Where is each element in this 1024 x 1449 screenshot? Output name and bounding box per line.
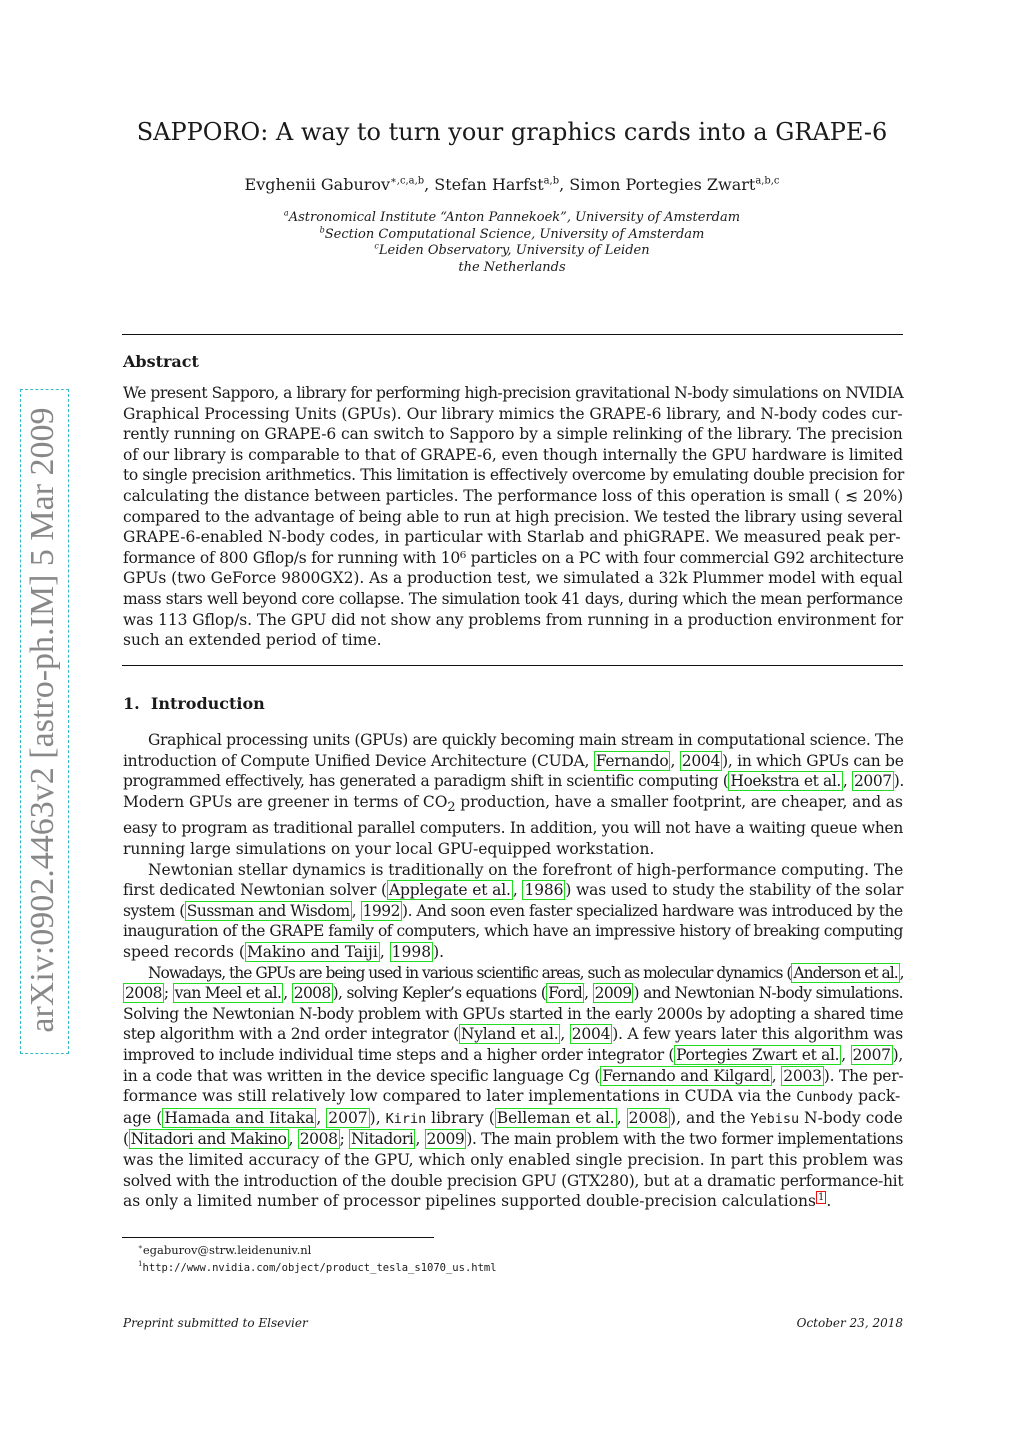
citation-link[interactable]: 2007 <box>852 1046 891 1064</box>
citation-link[interactable]: Sussman and Wisdom <box>186 901 350 920</box>
text-run: formance was still relatively low compared to later implementations in CUDA via the <box>123 1087 797 1106</box>
footnote-mark: 1 <box>138 1259 143 1269</box>
affiliation-mark: b <box>319 225 325 235</box>
author-name: Simon Portegies Zwart <box>569 175 756 194</box>
text-line: Nowadays, the GPUs are being used in various scientific areas, such as molecular dynamics ( Anderson et al. , <box>148 963 904 982</box>
text-run: introduction of Compute Unified Device Architecture (CUDA, <box>123 751 594 770</box>
section-heading <box>123 694 265 713</box>
text-line: Newtonian stellar dynamics is traditionally on the forefront of high-performance computing. The <box>148 860 904 879</box>
text-line <box>123 1191 903 1212</box>
citation-link[interactable]: 2009 <box>426 1130 465 1149</box>
text-line: inauguration of the GRAPE family of computers, which have an impressive history of breaking computing <box>123 922 903 941</box>
affiliation-mark: c <box>374 241 379 251</box>
text-line: improved to include individual time steps and a higher order integrator ( Portegies Zwart et al. , 2007 ), <box>123 1046 904 1064</box>
text-run: ). <box>433 943 445 962</box>
abstract-line: such an extended period of time. <box>123 631 382 650</box>
text-run: ). <box>893 772 904 791</box>
citation-link[interactable]: 2003 <box>783 1066 822 1085</box>
footnote-link[interactable]: 1 <box>817 1192 825 1203</box>
text-run: speed records ( <box>123 943 245 962</box>
affiliation <box>0 227 1024 244</box>
arxiv-stamp[interactable]: arXiv:0902.4463v2 [astro-ph.IM] 5 Mar 2009 <box>24 407 61 1033</box>
text-line: easy to program as traditional parallel computers. In addition, you will not have a waiting queue when <box>123 819 904 838</box>
footnote-email: egaburov@strw.leidenuniv.nl <box>142 1243 312 1257</box>
code-name: Cunbody <box>796 1089 854 1106</box>
citation-link[interactable]: 1998 <box>391 943 432 962</box>
footnote-url: http://www.nvidia.com/object/product_tesla_s1070_us.html <box>142 1262 497 1274</box>
affiliation <box>0 260 1024 277</box>
citation-link[interactable]: 1986 <box>524 881 564 900</box>
text-line: 2008 ; van Meel et al. , 2008 ), solving Kepler’s equations ( Ford , 2009 ) and Newtonian N-body simulations. <box>125 984 903 1003</box>
affiliation-text: Leiden Observatory, University of Leiden <box>378 243 650 258</box>
text-line: step algorithm with a 2nd order integrator ( Nyland et al. , 2004 ). A few years later this algorithm was <box>123 1025 903 1044</box>
abstract-top-rule <box>122 334 903 335</box>
author-name: Stefan Harfst <box>434 175 544 194</box>
citation-link[interactable]: van Meel et al. <box>174 984 282 1003</box>
abstract-line: was 113 Gflop/s. The GPU did not show any problems from running in a production environment for <box>123 610 904 629</box>
paper-title: SAPPORO: A way to turn your graphics cards into a GRAPE-6 <box>136 118 888 146</box>
text-run: pack- <box>853 1087 901 1106</box>
abstract-line: We present Sapporo, a library for performing high-precision gravitational N-body simulations on NVIDIA <box>123 384 904 402</box>
section-number: 1. <box>123 694 140 713</box>
text-run: step algorithm with a 2nd order integrator ( <box>123 1025 459 1044</box>
footnote-mark: ∗ <box>138 1242 143 1252</box>
code-name: Yebisu <box>750 1110 800 1127</box>
text-run: ). A few years later this algorithm was <box>612 1025 903 1044</box>
text-run: improved to include individual time steps and a higher order integrator ( <box>123 1046 675 1064</box>
footer-date: October 23, 2018 <box>796 1316 903 1330</box>
footnote-rule <box>122 1237 434 1238</box>
citation-link[interactable]: 2004 <box>681 751 721 770</box>
text-line: solved with the introduction of the double precision GPU (GTX280), but at a dramatic performance-hit <box>123 1171 904 1190</box>
text-line: running large simulations on your local GPU-equipped workstation. <box>123 840 655 859</box>
affiliation <box>0 243 1024 260</box>
citation-link[interactable]: Hoekstra et al. <box>730 772 841 791</box>
citation-link[interactable]: Makino and Taiji <box>246 943 378 962</box>
abstract-line: GRAPE-6-enabled N-body codes, in particular with Starlab and phiGRAPE. We measured peak per- <box>123 528 901 547</box>
text-line: Solving the Newtonian N-body problem with GPUs started in the early 2000s by adopting a shared time <box>123 1004 904 1023</box>
author-list: Evghenii Gaburov$^{∗,c,a,b}$, Stefan Harfst$^{a,b}$, Simon Portegies Zwart$^{a,b,c}$ <box>244 175 780 194</box>
citation-link[interactable]: Nyland et al. <box>460 1025 559 1044</box>
text-run: ). The per- <box>823 1066 904 1085</box>
text-run: Modern GPUs are greener in terms of CO <box>123 792 448 811</box>
abstract-line: Graphical Processing Units (GPUs). Our library mimics the GRAPE-6 library, and N-body codes cur- <box>123 404 903 423</box>
author-name: Evghenii Gaburov <box>244 175 391 194</box>
subscript: 2 <box>447 799 456 815</box>
citation-link[interactable]: 1992 <box>362 901 401 920</box>
text-run: system ( <box>123 901 185 920</box>
text-run: Nowadays, the GPUs are being used in various scientific areas, such as molecular dynamics ( <box>148 963 792 982</box>
abstract-body <box>123 383 903 651</box>
citation-link[interactable]: Fernando and Kilgard <box>602 1066 770 1085</box>
footnote <box>138 1242 311 1258</box>
text-run: ( <box>123 1130 129 1149</box>
text-line: was the limited accuracy of the GPU, which only enabled single precision. In part this problem was <box>123 1150 904 1169</box>
citation-link[interactable]: 2008 <box>293 984 331 1003</box>
text-line: ( Nitadori and Makino , 2008 ; Nitadori , 2009 ). The main problem with the two former implementations <box>123 1130 903 1149</box>
abstract-line: compared to the advantage of being able to run at high precision. We tested the library using several <box>123 507 903 526</box>
abstract-bottom-rule <box>122 665 903 666</box>
citation-link[interactable]: 2007 <box>328 1108 368 1127</box>
affiliation-mark: a <box>283 208 289 218</box>
text-run: ), and the <box>670 1108 751 1127</box>
footnote <box>138 1259 497 1276</box>
text-run: in a code that was written in the device specific language Cg ( <box>123 1066 601 1085</box>
footer-preprint: Preprint submitted to Elsevier <box>123 1316 308 1330</box>
abstract-heading: Abstract <box>123 352 199 371</box>
text-run: ) and Newtonian N-body simulations. <box>633 984 903 1003</box>
citation-link[interactable]: 2008 <box>628 1108 669 1127</box>
abstract-line: formance of 800 Gflop/s for running with 10⁶ particles on a PC with four commercial G92 architecture <box>123 548 904 567</box>
affiliation <box>0 210 1024 227</box>
text-run: age ( <box>123 1108 163 1127</box>
text-run: ), in which GPUs can be <box>722 751 904 770</box>
intro-body <box>123 730 903 1212</box>
abstract-line: mass stars well beyond core collapse. The simulation took 41 days, during which the mean performance <box>123 589 903 608</box>
citation-link[interactable]: Fernando <box>595 751 669 770</box>
affiliation-list <box>0 210 1024 276</box>
text-line: age ( Hamada and Iitaka , 2007 ), Kirin library ( Belleman et al. , 2008 ), and the Yebisu N-body code <box>123 1108 903 1127</box>
author-affil-mark: a,b <box>543 175 560 187</box>
text-line <box>123 1086 903 1108</box>
citation-link[interactable]: Belleman et al. <box>496 1108 615 1127</box>
text-line: Graphical processing units (GPUs) are quickly becoming main stream in computational science. The <box>148 731 904 749</box>
abstract-line: to single precision arithmetics. This limitation is effectively overcome by emulating double precision for <box>123 466 904 485</box>
text-run: ) was used to study the stability of the solar <box>565 881 904 900</box>
citation-link[interactable]: Hamada and Iitaka <box>164 1108 315 1127</box>
affiliation-text: Section Computational Science, University of Amsterdam <box>324 226 705 242</box>
citation-link[interactable]: 2007 <box>853 772 892 791</box>
text-run: ), <box>369 1108 386 1127</box>
text-run: as only a limited number of processor pipelines supported double-precision calculations <box>123 1192 816 1211</box>
affiliation-text: Astronomical Institute “Anton Pannekoek”, University of Amsterdam <box>288 210 741 225</box>
text-run: library ( <box>426 1108 495 1127</box>
author-affil-mark: ∗,c,a,b <box>390 175 425 187</box>
text-run: first dedicated Newtonian solver ( <box>123 881 387 900</box>
abstract-line: of our library is comparable to that of GRAPE-6, even though internally the GPU hardware is limited <box>123 445 903 464</box>
abstract-line: calculating the distance between particles. The performance loss of this operation is small ( ≲ 20%) <box>123 486 904 505</box>
code-name: Kirin <box>385 1110 427 1127</box>
text-line: in a code that was written in the device specific language Cg ( Fernando and Kilgard , 2003 ). The per- <box>123 1066 904 1085</box>
text-run: ). The main problem with the two former implementations <box>466 1130 903 1149</box>
section-title: Introduction <box>150 694 265 713</box>
text-run: N-body code <box>799 1108 903 1127</box>
text-run: . <box>826 1192 832 1211</box>
abstract-line: GPUs (two GeForce 9800GX2). As a production test, we simulated a 32k Plummer model with equal <box>123 569 903 588</box>
citation-link[interactable]: 2008 <box>125 984 162 1003</box>
citation-link[interactable]: Portegies Zwart et al. <box>676 1046 840 1064</box>
text-run: production, have a smaller footprint, are cheaper, and as <box>455 792 903 811</box>
text-run: programmed effectively, has generated a paradigm shift in scientific computing ( <box>123 772 729 791</box>
citation-link[interactable]: 2008 <box>299 1130 338 1149</box>
text-line <box>123 792 903 819</box>
text-line: programmed effectively, has generated a paradigm shift in scientific computing ( Hoekstra et al. , 2007 ). <box>123 772 904 791</box>
citation-link[interactable]: Ford <box>548 984 583 1003</box>
text-line: introduction of Compute Unified Device Architecture (CUDA, Fernando , 2004 ), in which GPUs can be <box>123 751 904 770</box>
affiliation-text: the Netherlands <box>458 259 566 275</box>
text-line: speed records ( Makino and Taiji , 1998 ). <box>123 943 445 962</box>
citation-link[interactable]: 2009 <box>594 984 632 1003</box>
text-run: ). And soon even faster specialized hardware was introduced by the <box>402 901 903 920</box>
abstract-line: rently running on GRAPE-6 can switch to Sapporo by a simple relinking of the library. The precision <box>123 425 903 444</box>
citation-link[interactable]: Applegate et al. <box>388 881 511 900</box>
text-line: first dedicated Newtonian solver ( Applegate et al. , 1986 ) was used to study the stability of the solar <box>123 881 904 900</box>
citation-link[interactable]: Nitadori and Makino <box>130 1130 287 1149</box>
text-run: ), <box>892 1046 904 1064</box>
text-run: ), solving Kepler’s equations ( <box>332 984 547 1003</box>
author-affil-mark: a,b,c <box>755 175 780 187</box>
text-line: system ( Sussman and Wisdom , 1992 ). And soon even faster specialized hardware was introduced by the <box>123 901 903 920</box>
citation-link[interactable]: Nitadori <box>350 1130 414 1149</box>
citation-link[interactable]: Anderson et al. <box>793 963 898 982</box>
citation-link[interactable]: 2004 <box>571 1025 611 1044</box>
